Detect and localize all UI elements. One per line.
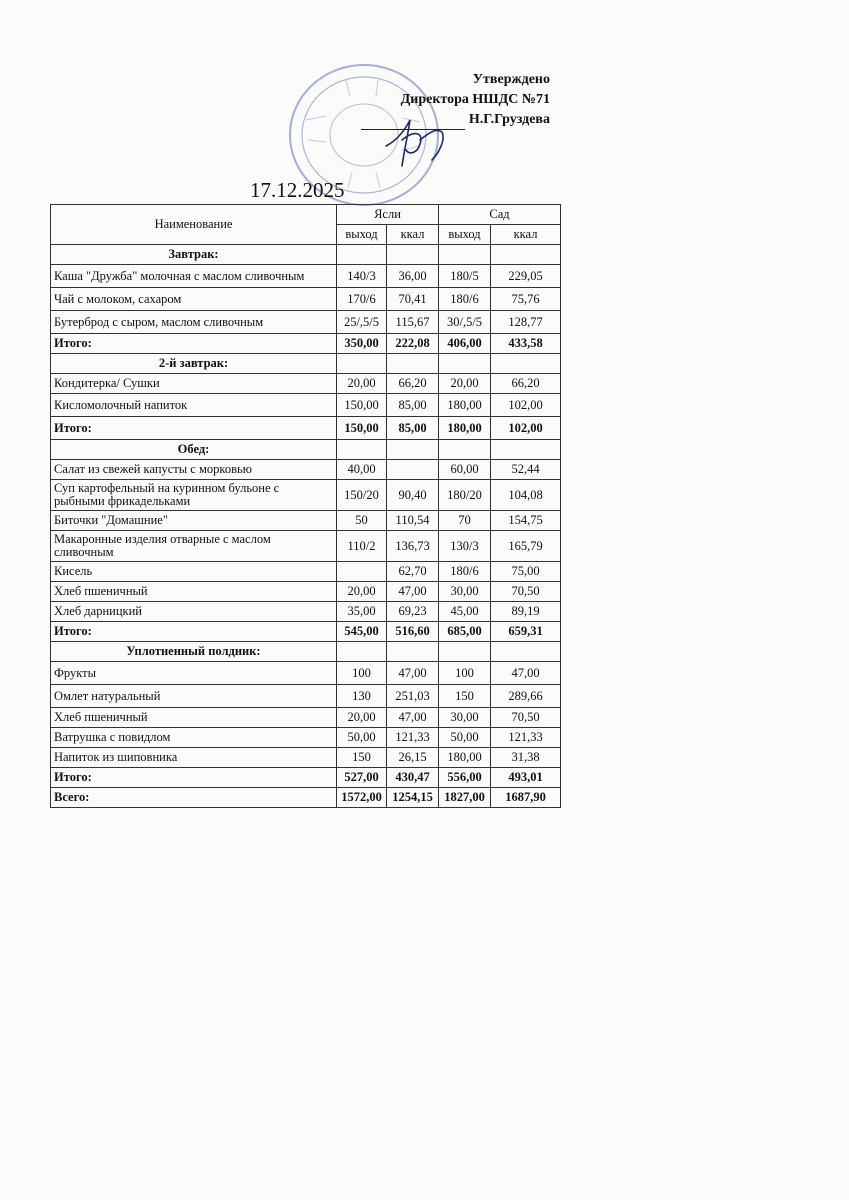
kindergarten-yield: 180/6 (439, 288, 491, 311)
dish-name: Напиток из шиповника (51, 748, 337, 768)
table-row (51, 311, 561, 334)
total-label: Итого: (51, 417, 337, 440)
dish-name: Хлеб пшеничный (51, 582, 337, 602)
kindergarten-kcal: 154,75 (491, 511, 561, 531)
header-yield: выход (439, 225, 491, 245)
dish-name: Бутерброд с сыром, маслом сливочным (51, 311, 337, 334)
nursery-yield: 50 (337, 511, 387, 531)
total-nursery-kcal: 516,60 (387, 622, 439, 642)
kindergarten-yield: 180/5 (439, 265, 491, 288)
kindergarten-kcal: 128,77 (491, 311, 561, 334)
kindergarten-yield: 150 (439, 685, 491, 708)
kindergarten-yield: 50,00 (439, 728, 491, 748)
kindergarten-yield: 30,00 (439, 582, 491, 602)
total-label: Итого: (51, 622, 337, 642)
nursery-kcal: 90,40 (387, 480, 439, 511)
empty-cell (337, 354, 387, 374)
table-row (51, 460, 561, 480)
dish-name: Кисель (51, 562, 337, 582)
nursery-kcal: 121,33 (387, 728, 439, 748)
total-row (51, 622, 561, 642)
nursery-kcal: 115,67 (387, 311, 439, 334)
kindergarten-kcal: 75,76 (491, 288, 561, 311)
kindergarten-yield: 180,00 (439, 394, 491, 417)
grand-kindergarten-kcal: 1687,90 (491, 788, 561, 808)
kindergarten-yield: 180/20 (439, 480, 491, 511)
total-kindergarten-yield: 180,00 (439, 417, 491, 440)
section-row (51, 440, 561, 460)
total-kindergarten-kcal: 493,01 (491, 768, 561, 788)
total-nursery-kcal: 430,47 (387, 768, 439, 788)
kindergarten-yield: 130/3 (439, 531, 491, 562)
total-kindergarten-kcal: 102,00 (491, 417, 561, 440)
table-row (51, 511, 561, 531)
dish-name: Чай с молоком, сахаром (51, 288, 337, 311)
menu-table (50, 204, 561, 808)
table-row (51, 288, 561, 311)
nursery-yield: 25/,5/5 (337, 311, 387, 334)
nursery-kcal: 47,00 (387, 582, 439, 602)
header-kcal: ккал (387, 225, 439, 245)
nursery-kcal: 110,54 (387, 511, 439, 531)
table-row (51, 394, 561, 417)
kindergarten-kcal: 104,08 (491, 480, 561, 511)
approval-director-name: Н.Г.Груздева (468, 112, 550, 127)
nursery-kcal: 62,70 (387, 562, 439, 582)
nursery-yield: 150/20 (337, 480, 387, 511)
menu-body (51, 245, 561, 808)
table-row (51, 374, 561, 394)
empty-cell (337, 440, 387, 460)
total-nursery-yield: 150,00 (337, 417, 387, 440)
nursery-yield: 50,00 (337, 728, 387, 748)
section-title: Завтрак: (51, 245, 337, 265)
nursery-yield: 130 (337, 685, 387, 708)
empty-cell (491, 354, 561, 374)
nursery-yield: 20,00 (337, 708, 387, 728)
kindergarten-yield: 20,00 (439, 374, 491, 394)
approval-position: Директора НШДС №71 (400, 92, 550, 107)
kindergarten-kcal: 165,79 (491, 531, 561, 562)
grand-total-row (51, 788, 561, 808)
empty-cell (387, 354, 439, 374)
header-row-groups (51, 205, 561, 225)
nursery-yield: 100 (337, 662, 387, 685)
nursery-kcal: 136,73 (387, 531, 439, 562)
dish-name: Хлеб дарницкий (51, 602, 337, 622)
empty-cell (337, 642, 387, 662)
table-row (51, 728, 561, 748)
kindergarten-kcal: 102,00 (491, 394, 561, 417)
table-row (51, 602, 561, 622)
dish-name: Фрукты (51, 662, 337, 685)
nursery-yield: 150,00 (337, 394, 387, 417)
empty-cell (491, 245, 561, 265)
nursery-yield (337, 562, 387, 582)
table-row (51, 265, 561, 288)
dish-name: Макаронные изделия отварные с маслом сливочным (51, 531, 337, 562)
total-nursery-yield: 527,00 (337, 768, 387, 788)
section-row (51, 245, 561, 265)
nursery-kcal: 251,03 (387, 685, 439, 708)
total-label: Итого: (51, 768, 337, 788)
kindergarten-kcal: 70,50 (491, 708, 561, 728)
nursery-yield: 20,00 (337, 582, 387, 602)
kindergarten-yield: 180,00 (439, 748, 491, 768)
approval-block (340, 70, 550, 130)
empty-cell (337, 245, 387, 265)
table-row (51, 582, 561, 602)
total-row (51, 334, 561, 354)
dish-name: Биточки "Домашние" (51, 511, 337, 531)
nursery-kcal: 85,00 (387, 394, 439, 417)
signature-blank (361, 115, 465, 130)
empty-cell (387, 642, 439, 662)
kindergarten-kcal: 70,50 (491, 582, 561, 602)
grand-kindergarten-yield: 1827,00 (439, 788, 491, 808)
header-kcal: ккал (491, 225, 561, 245)
table-row (51, 531, 561, 562)
kindergarten-kcal: 31,38 (491, 748, 561, 768)
nursery-yield: 140/3 (337, 265, 387, 288)
total-kindergarten-yield: 556,00 (439, 768, 491, 788)
header-yield: выход (337, 225, 387, 245)
kindergarten-yield: 30,00 (439, 708, 491, 728)
dish-name: Кисломолочный напиток (51, 394, 337, 417)
dish-name: Хлеб пшеничный (51, 708, 337, 728)
table-row (51, 562, 561, 582)
nursery-kcal: 70,41 (387, 288, 439, 311)
dish-name: Каша "Дружба" молочная с маслом сливочным (51, 265, 337, 288)
section-row (51, 354, 561, 374)
empty-cell (491, 440, 561, 460)
nursery-kcal: 26,15 (387, 748, 439, 768)
total-kindergarten-kcal: 433,58 (491, 334, 561, 354)
empty-cell (439, 354, 491, 374)
nursery-kcal: 36,00 (387, 265, 439, 288)
kindergarten-kcal: 75,00 (491, 562, 561, 582)
total-nursery-yield: 350,00 (337, 334, 387, 354)
approval-title: Утверждено (472, 72, 550, 87)
kindergarten-yield: 30/,5/5 (439, 311, 491, 334)
section-title: 2-й завтрак: (51, 354, 337, 374)
header-group-nursery: Ясли (337, 205, 439, 225)
kindergarten-kcal: 66,20 (491, 374, 561, 394)
dish-name: Кондитерка/ Сушки (51, 374, 337, 394)
table-row (51, 748, 561, 768)
grand-nursery-yield: 1572,00 (337, 788, 387, 808)
nursery-kcal: 69,23 (387, 602, 439, 622)
dish-name: Ватрушка с повидлом (51, 728, 337, 748)
total-kindergarten-yield: 685,00 (439, 622, 491, 642)
kindergarten-yield: 45,00 (439, 602, 491, 622)
dish-name: Омлет натуральный (51, 685, 337, 708)
nursery-yield: 170/6 (337, 288, 387, 311)
table-row (51, 708, 561, 728)
header-group-kindergarten: Сад (439, 205, 561, 225)
total-row (51, 768, 561, 788)
nursery-yield: 20,00 (337, 374, 387, 394)
nursery-kcal: 47,00 (387, 662, 439, 685)
empty-cell (387, 245, 439, 265)
empty-cell (439, 440, 491, 460)
dish-name: Салат из свежей капусты с морковью (51, 460, 337, 480)
section-title: Уплотненный полдник: (51, 642, 337, 662)
kindergarten-yield: 70 (439, 511, 491, 531)
grand-total-label: Всего: (51, 788, 337, 808)
section-row (51, 642, 561, 662)
empty-cell (439, 245, 491, 265)
dish-name: Суп картофельный на куринном бульоне с рыбными фрикадельками (51, 480, 337, 511)
nursery-kcal: 66,20 (387, 374, 439, 394)
kindergarten-kcal: 229,05 (491, 265, 561, 288)
approval-signature-line (340, 110, 550, 130)
total-nursery-kcal: 85,00 (387, 417, 439, 440)
total-label: Итого: (51, 334, 337, 354)
total-kindergarten-kcal: 659,31 (491, 622, 561, 642)
total-kindergarten-yield: 406,00 (439, 334, 491, 354)
nursery-yield: 150 (337, 748, 387, 768)
kindergarten-kcal: 89,19 (491, 602, 561, 622)
nursery-yield: 40,00 (337, 460, 387, 480)
nursery-yield: 35,00 (337, 602, 387, 622)
header-name: Наименование (51, 205, 337, 245)
kindergarten-kcal: 52,44 (491, 460, 561, 480)
kindergarten-yield: 180/6 (439, 562, 491, 582)
kindergarten-yield: 100 (439, 662, 491, 685)
total-row (51, 417, 561, 440)
kindergarten-kcal: 121,33 (491, 728, 561, 748)
total-nursery-kcal: 222,08 (387, 334, 439, 354)
section-title: Обед: (51, 440, 337, 460)
total-nursery-yield: 545,00 (337, 622, 387, 642)
kindergarten-yield: 60,00 (439, 460, 491, 480)
empty-cell (387, 440, 439, 460)
nursery-kcal: 47,00 (387, 708, 439, 728)
empty-cell (439, 642, 491, 662)
table-row (51, 662, 561, 685)
nursery-kcal (387, 460, 439, 480)
table-row (51, 685, 561, 708)
grand-nursery-kcal: 1254,15 (387, 788, 439, 808)
nursery-yield: 110/2 (337, 531, 387, 562)
menu-date: 17.12.2025 (250, 178, 345, 202)
empty-cell (491, 642, 561, 662)
table-row (51, 480, 561, 511)
kindergarten-kcal: 289,66 (491, 685, 561, 708)
kindergarten-kcal: 47,00 (491, 662, 561, 685)
